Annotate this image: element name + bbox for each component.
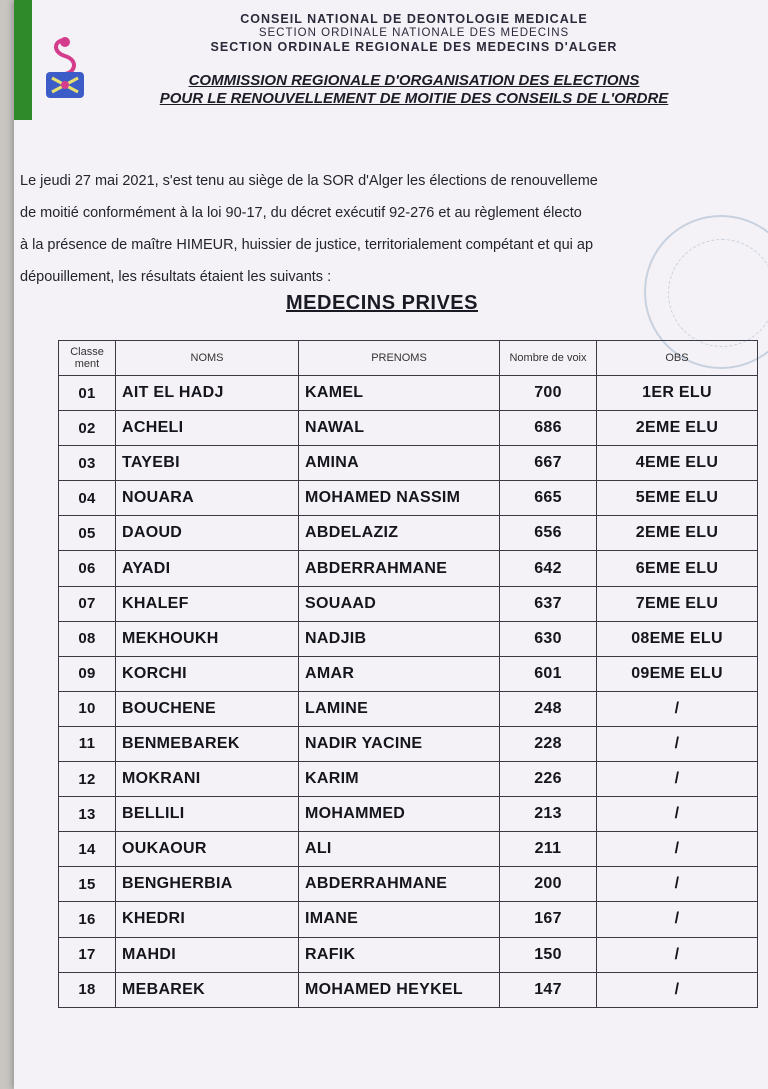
rank-cell: 17 [59, 937, 116, 972]
obs-cell: 09EME ELU [597, 656, 758, 691]
obs-cell: / [597, 867, 758, 902]
table-row [59, 972, 758, 1007]
table-row [59, 481, 758, 516]
rank-cell: 04 [59, 481, 116, 516]
voix-cell: 667 [500, 446, 597, 481]
nom-cell: DAOUD [116, 516, 299, 551]
voix-cell: 601 [500, 656, 597, 691]
voix-cell: 700 [500, 376, 597, 411]
paragraph-line-2: de moitié conformément à la loi 90-17, du décret exécutif 92-276 et au règlement électo [20, 205, 582, 221]
nom-cell: KHALEF [116, 586, 299, 621]
nom-cell: TAYEBI [116, 446, 299, 481]
commission-line-1: COMMISSION REGIONALE D'ORGANISATION DES ELECTIONS [188, 72, 640, 89]
rank-cell: 14 [59, 832, 116, 867]
voix-cell: 248 [500, 691, 597, 726]
obs-cell: 4EME ELU [597, 446, 758, 481]
nom-cell: BENGHERBIA [116, 867, 299, 902]
rank-cell: 16 [59, 902, 116, 937]
nom-cell: MOKRANI [116, 762, 299, 797]
voix-cell: 211 [500, 832, 597, 867]
prenom-cell: NADJIB [299, 621, 500, 656]
obs-cell: / [597, 937, 758, 972]
paragraph-line-1: Le jeudi 27 mai 2021, s'est tenu au siège de la SOR d'Alger les élections de renouvelleme [20, 173, 598, 189]
prenom-cell: KAMEL [299, 376, 500, 411]
obs-cell: 2EME ELU [597, 516, 758, 551]
paragraph-line-3: à la présence de maître HIMEUR, huissier de justice, territorialement compétant et qui ap [20, 237, 594, 253]
intro-paragraph [20, 165, 768, 293]
table-row [59, 726, 758, 761]
voix-cell: 656 [500, 516, 597, 551]
paragraph-line-4: dépouillement, les résultats étaient les suivants : [20, 269, 332, 285]
nom-cell: KORCHI [116, 656, 299, 691]
voix-cell: 226 [500, 762, 597, 797]
obs-cell: / [597, 726, 758, 761]
header-classement: Classe ment [59, 341, 116, 376]
obs-cell: 5EME ELU [597, 481, 758, 516]
obs-cell: 2EME ELU [597, 411, 758, 446]
nom-cell: MEBAREK [116, 972, 299, 1007]
rank-cell: 10 [59, 691, 116, 726]
header-voix: Nombre de voix [500, 341, 597, 376]
obs-cell: / [597, 762, 758, 797]
voix-cell: 637 [500, 586, 597, 621]
table-row [59, 762, 758, 797]
prenom-cell: NAWAL [299, 411, 500, 446]
table-row [59, 411, 758, 446]
obs-cell: 08EME ELU [597, 621, 758, 656]
voix-cell: 150 [500, 937, 597, 972]
prenom-cell: AMAR [299, 656, 500, 691]
nom-cell: OUKAOUR [116, 832, 299, 867]
table-row [59, 551, 758, 586]
header-line-3: SECTION ORDINALE REGIONALE DES MEDECINS D'ALGER [210, 40, 618, 54]
nom-cell: BELLILI [116, 797, 299, 832]
nom-cell: AIT EL HADJ [116, 376, 299, 411]
prenom-cell: ABDELAZIZ [299, 516, 500, 551]
rank-cell: 05 [59, 516, 116, 551]
table-row [59, 621, 758, 656]
nom-cell: BENMEBAREK [116, 726, 299, 761]
voix-cell: 147 [500, 972, 597, 1007]
header-line-2: SECTION ORDINALE NATIONALE DES MEDECINS [258, 27, 570, 39]
prenom-cell: MOHAMED HEYKEL [299, 972, 500, 1007]
table-row [59, 376, 758, 411]
prenom-cell: IMANE [299, 902, 500, 937]
table-row [59, 691, 758, 726]
voix-cell: 200 [500, 867, 597, 902]
table-header-row [59, 341, 758, 376]
nom-cell: NOUARA [116, 481, 299, 516]
prenom-cell: LAMINE [299, 691, 500, 726]
table-row [59, 902, 758, 937]
table-row [59, 586, 758, 621]
table-row [59, 516, 758, 551]
table-row [59, 867, 758, 902]
header-obs: OBS [597, 341, 758, 376]
rank-cell: 18 [59, 972, 116, 1007]
green-folder-edge [14, 0, 32, 120]
table-row [59, 797, 758, 832]
rank-cell: 07 [59, 586, 116, 621]
commission-title [84, 72, 744, 108]
rank-cell: 12 [59, 762, 116, 797]
header-line-1: CONSEIL NATIONAL DE DEONTOLOGIE MEDICALE [240, 12, 588, 26]
nom-cell: MEKHOUKH [116, 621, 299, 656]
table-row [59, 446, 758, 481]
voix-cell: 665 [500, 481, 597, 516]
table-row [59, 656, 758, 691]
rank-cell: 13 [59, 797, 116, 832]
commission-line-2: POUR LE RENOUVELLEMENT DE MOITIE DES CONSEILS DE L'ORDRE [159, 90, 669, 107]
header-noms: NOMS [116, 341, 299, 376]
rank-cell: 03 [59, 446, 116, 481]
voix-cell: 642 [500, 551, 597, 586]
voix-cell: 213 [500, 797, 597, 832]
prenom-cell: KARIM [299, 762, 500, 797]
rank-cell: 08 [59, 621, 116, 656]
obs-cell: / [597, 691, 758, 726]
table-row [59, 937, 758, 972]
prenom-cell: AMINA [299, 446, 500, 481]
nom-cell: MAHDI [116, 937, 299, 972]
rank-cell: 15 [59, 867, 116, 902]
prenom-cell: ABDERRAHMANE [299, 551, 500, 586]
section-title: MEDECINS PRIVES [286, 292, 478, 314]
prenom-cell: MOHAMMED [299, 797, 500, 832]
rank-cell: 02 [59, 411, 116, 446]
voix-cell: 630 [500, 621, 597, 656]
prenom-cell: MOHAMED NASSIM [299, 481, 500, 516]
voix-cell: 228 [500, 726, 597, 761]
prenom-cell: RAFIK [299, 937, 500, 972]
obs-cell: 7EME ELU [597, 586, 758, 621]
voix-cell: 167 [500, 902, 597, 937]
voix-cell: 686 [500, 411, 597, 446]
nom-cell: ACHELI [116, 411, 299, 446]
prenom-cell: ABDERRAHMANE [299, 867, 500, 902]
rank-cell: 11 [59, 726, 116, 761]
nom-cell: AYADI [116, 551, 299, 586]
table-row [59, 832, 758, 867]
rank-cell: 09 [59, 656, 116, 691]
obs-cell: / [597, 832, 758, 867]
obs-cell: 1ER ELU [597, 376, 758, 411]
prenom-cell: NADIR YACINE [299, 726, 500, 761]
prenom-cell: ALI [299, 832, 500, 867]
institution-header [134, 12, 694, 54]
prenom-cell: SOUAAD [299, 586, 500, 621]
rank-cell: 01 [59, 376, 116, 411]
document-page [14, 0, 768, 1089]
obs-cell: 6EME ELU [597, 551, 758, 586]
rank-cell: 06 [59, 551, 116, 586]
header-prenoms: PRENOMS [299, 341, 500, 376]
obs-cell: / [597, 902, 758, 937]
nom-cell: KHEDRI [116, 902, 299, 937]
obs-cell: / [597, 972, 758, 1007]
nom-cell: BOUCHENE [116, 691, 299, 726]
results-table [58, 340, 758, 1008]
obs-cell: / [597, 797, 758, 832]
